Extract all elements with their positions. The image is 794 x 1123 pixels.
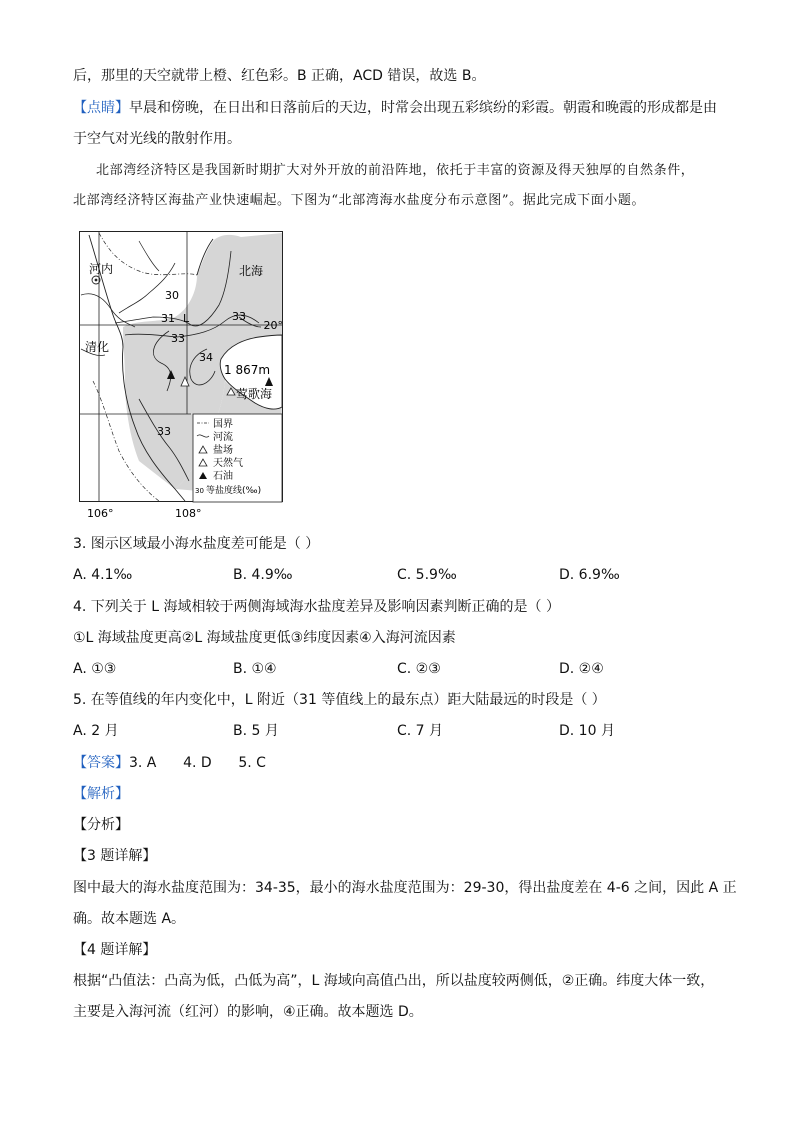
- isoline-label-31: 31: [161, 312, 175, 325]
- detail-4-text: 根据“凸值法：凸高为低，凸低为高”，L 海域向高值凸出，所以盐度较两侧低，②正确。纬度大体一致，: [73, 973, 715, 989]
- isoline-label-33: 33: [232, 310, 246, 323]
- q4-option-a[interactable]: A. ①③: [73, 661, 117, 677]
- intro-line: 北部湾经济特区海盐产业快速崛起。下图为“北部湾海水盐度分布示意图”。据此完成下面小题。: [73, 193, 646, 208]
- legend-border: 国界: [213, 419, 233, 430]
- q3-option-b[interactable]: B. 4.9‰: [233, 567, 293, 583]
- text-line: 于空气对光线的散射作用。: [73, 131, 241, 147]
- question-4-statements: ①L 海域盐度更高②L 海域盐度更低③纬度因素④入海河流因素: [73, 630, 456, 646]
- isoline-label-33: 33: [157, 425, 171, 438]
- salinity-map: [79, 231, 285, 522]
- place-qinghua: 清化: [85, 340, 110, 354]
- answer-tag: 【答案】: [73, 755, 129, 771]
- detail-3-text: 确。故本题选 A。: [73, 911, 186, 927]
- q4-option-d[interactable]: D. ②④: [559, 661, 604, 677]
- lon-label-106: 106°: [87, 507, 114, 520]
- comment-text: 早晨和傍晚，在日出和日落前后的天边，时常会出现五彩缤纷的彩霞。朝霞和晚霞的形成都是由: [129, 100, 717, 116]
- legend-iso-num: 30: [195, 487, 204, 495]
- legend-river: 河流: [213, 432, 233, 443]
- answer-line: [73, 753, 266, 773]
- lon-label-108: 108°: [175, 507, 202, 520]
- place-beihai: 北海: [239, 264, 264, 278]
- comment-paragraph: [73, 98, 717, 118]
- detail-3-text: 图中最大的海水盐度范围为：34-35，最小的海水盐度范围为：29-30，得出盐度差在 4-6 之间，因此 A 正: [73, 880, 737, 896]
- detail-3-title: 【3 题详解】: [73, 848, 157, 864]
- text-line: 后，那里的天空就带上橙、红色彩。B 正确，ACD 错误，故选 B。: [73, 68, 486, 84]
- q5-option-a[interactable]: A. 2 月: [73, 723, 119, 739]
- peak-label: 1 867m: [224, 363, 271, 377]
- place-hanoi: 河内: [89, 262, 114, 276]
- isoline-label-l: L: [183, 312, 190, 325]
- analysis-tag: 【解析】: [73, 786, 129, 802]
- fenxi-tag: 【分析】: [73, 817, 129, 833]
- detail-4-text: 主要是入海河流（红河）的影响，④正确。故本题选 D。: [73, 1004, 423, 1020]
- legend-gas: 天然气: [213, 458, 243, 469]
- q3-option-c[interactable]: C. 5.9‰: [397, 567, 457, 583]
- intro-line: 北部湾经济特区是我国新时期扩大对外开放的前沿阵地，依托于丰富的资源及得天独厚的自然条件，: [96, 163, 695, 178]
- q5-option-b[interactable]: B. 5 月: [233, 723, 279, 739]
- q3-option-d[interactable]: D. 6.9‰: [559, 567, 620, 583]
- comment-tag: 【点睛】: [73, 100, 129, 116]
- detail-4-title: 【4 题详解】: [73, 942, 157, 958]
- legend-salt: 盐场: [213, 445, 233, 456]
- q4-option-c[interactable]: C. ②③: [397, 661, 441, 677]
- lat-label-20: 20°: [263, 319, 283, 332]
- question-5-stem: 5. 在等值线的年内变化中，L 附近（31 等值线上的最东点）距大陆最远的时段是（ ）: [73, 692, 606, 708]
- isoline-label-34: 34: [199, 351, 213, 364]
- question-3-stem: 3. 图示区域最小海水盐度差可能是（ ）: [73, 536, 320, 552]
- isoline-label-33: 33: [171, 332, 185, 345]
- isoline-label-30: 30: [165, 289, 179, 302]
- q5-option-c[interactable]: C. 7 月: [397, 723, 444, 739]
- place-yinggehai: 莺歌海: [236, 387, 273, 401]
- legend-isoline: 等盐度线(‰): [206, 486, 262, 496]
- q3-option-a[interactable]: A. 4.1‰: [73, 567, 133, 583]
- question-4-stem: 4. 下列关于 L 海域相较于两侧海域海水盐度差异及影响因素判断正确的是（ ）: [73, 599, 560, 615]
- legend-oil: 石油: [213, 471, 233, 482]
- answer-text: 3. A 4. D 5. C: [129, 755, 266, 771]
- q4-option-b[interactable]: B. ①④: [233, 661, 277, 677]
- q5-option-d[interactable]: D. 10 月: [559, 723, 615, 739]
